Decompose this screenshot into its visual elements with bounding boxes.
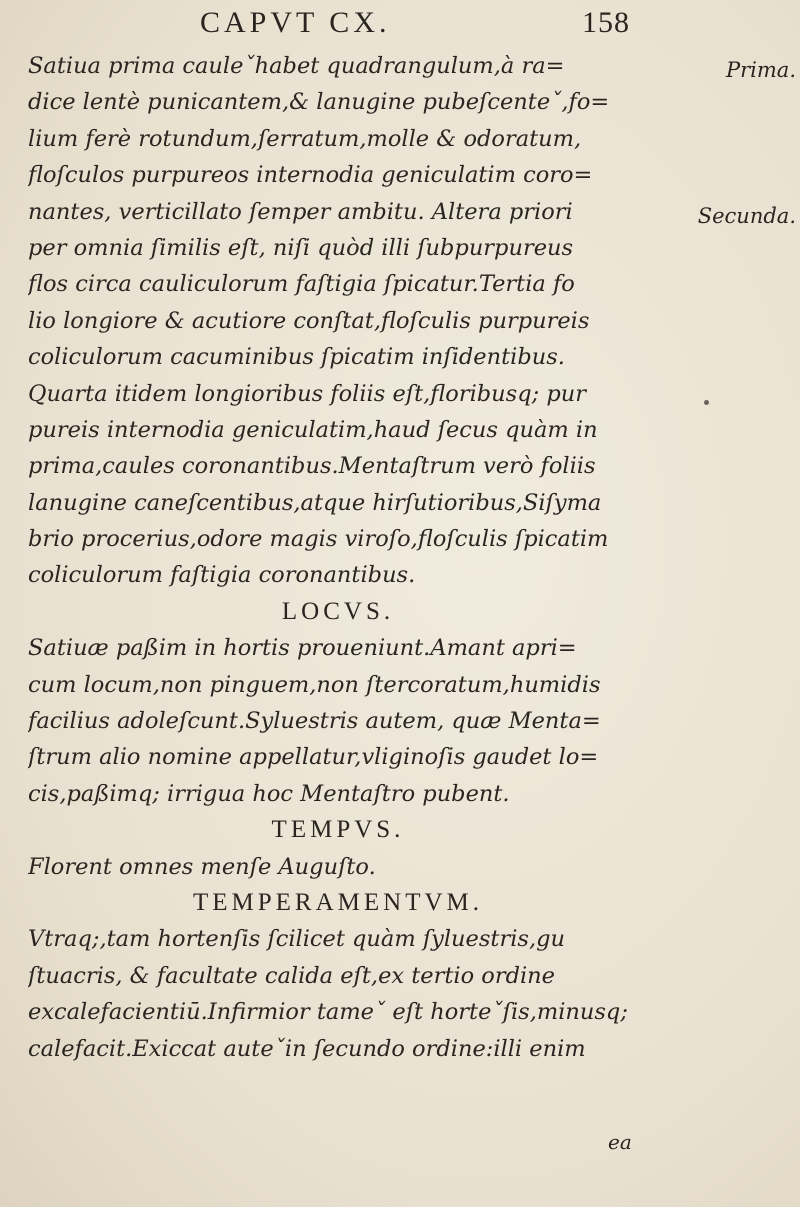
text-line: dice lentè punicantem,& lanugine pubeſcenteˇ,fo= [28,89,610,116]
chapter-title: CAPVT CX. [200,6,391,39]
text-line: Satiuæ paßim in hortis proueniunt.Amant apri= [28,635,577,662]
text-line: pureis internodia geniculatim,haud ſecus quàm in [28,416,598,443]
text-line: Quarta itidem longioribus foliis eſt,floribusq; pur [28,380,587,407]
text-line: ſtuacris, & facultate calida eſt,ex tertio ordine [28,962,555,989]
ink-speck [704,400,709,405]
text-line: lanugine caneſcentibus,atque hirſutioribus,Siſyma [28,489,602,516]
section-heading-locus: LOCVS. [281,597,395,625]
text-line: Satiua prima cauleˇhabet quadrangulum,à ra= [28,53,565,79]
text-line: Florent omnes menſe Auguſto. [28,853,376,880]
catchword: ea [608,1130,632,1154]
running-header [200,6,630,46]
text-line: brio procerius,odore magis viroſo,floſculis ſpicatim [28,526,609,553]
text-line: excalefacientiū.Infirmior tameˇ eſt horteˇſis,minusq; [28,999,628,1026]
text-line: floſculos purpureos internodia geniculatim coro= [28,162,593,189]
text-line: lio longiore & acutiore conſtat,floſculis purpureis [28,307,590,334]
text-line: cis,paßimq; irrigua hoc Mentaſtro pubent. [28,780,510,807]
text-line: coliculorum cacuminibus ſpicatim inſidentibus. [28,344,565,371]
text-line: coliculorum faſtigia coronantibus. [28,562,416,589]
text-line: facilius adoleſcunt.Syluestris autem, quæ Menta= [28,708,601,735]
text-line: flos circa cauliculorum faſtigia ſpicatur.Tertia fo [28,271,575,298]
page-number: 158 [582,6,630,39]
text-body [28,48,648,1067]
text-line: lium ferè rotundum,ſerratum,molle & odoratum, [28,125,582,152]
text-line: per omnia ſimilis eſt, niſi quòd illi ſubpurpureus [28,234,574,261]
margin-note-prima: Prima. [726,58,796,82]
text-line: cum locum,non pinguem,non ſtercoratum,humidis [28,671,601,698]
text-line: Vtraq;,tam hortenſis ſcilicet quàm ſyluestris,gu [28,926,566,953]
margin-note-secunda: Secunda. [697,204,796,228]
text-line: prima,caules coronantibus.Mentaſtrum verò foliis [28,453,596,480]
section-heading-temperamentum: TEMPERAMENTVM. [192,888,484,916]
text-line: nantes, verticillato ſemper ambitu. Altera priori [28,198,573,225]
text-line: calefacit.Exiccat auteˇin ſecundo ordine:illi enim [28,1035,586,1062]
section-heading-tempus: TEMPVS. [271,816,405,844]
text-line: ſtrum alio nomine appellatur,vliginoſis gaudet lo= [28,744,599,771]
